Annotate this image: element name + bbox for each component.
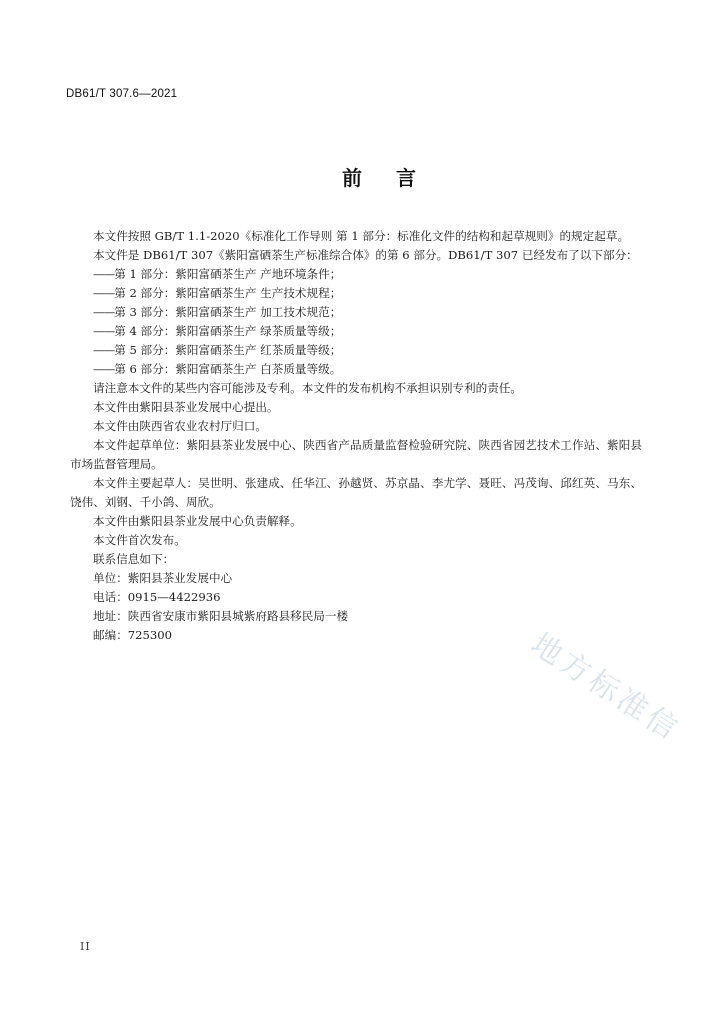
contact-phone: 电话：0915—4422936 bbox=[93, 590, 221, 604]
dash-marker: —— bbox=[93, 305, 115, 319]
list-item bbox=[70, 360, 642, 379]
paragraph-drafting-rules: 本文件按照 GB/T 1.1-2020《标准化工作导则 第 1 部分：标准化文件的结构和起草规则》的规定起草。 bbox=[93, 229, 630, 243]
dash-marker: —— bbox=[93, 267, 115, 281]
list-item bbox=[70, 341, 642, 360]
list-item-text: 第 3 部分：紫阳富硒茶生产 加工技术规范； bbox=[114, 305, 342, 319]
page-number: II bbox=[80, 940, 91, 953]
list-item-text: 第 4 部分：紫阳富硒茶生产 绿茶质量等级； bbox=[114, 324, 342, 338]
paragraph-interpretation: 本文件由紫阳县茶业发展中心负责解释。 bbox=[93, 514, 302, 528]
dash-marker: —— bbox=[93, 362, 115, 376]
contact-unit: 单位：紫阳县茶业发展中心 bbox=[93, 571, 233, 585]
paragraph-first-release: 本文件首次发布。 bbox=[93, 533, 186, 547]
document-code: DB61/T 307.6—2021 bbox=[66, 88, 178, 100]
watermark: 地方标准信 bbox=[524, 626, 687, 749]
list-item bbox=[70, 303, 642, 322]
list-item bbox=[70, 265, 642, 284]
list-item bbox=[70, 322, 642, 341]
dash-marker: —— bbox=[93, 286, 115, 300]
paragraph-drafting-units: 本文件起草单位：紫阳县茶业发展中心、陕西省产品质量监督检验研究院、陕西省园艺技术工作站、紫阳县市场监督管理局。 bbox=[70, 438, 642, 471]
contact-address: 地址：陕西省安康市紫阳县城紫府路县移民局一楼 bbox=[93, 609, 349, 623]
dash-marker: —— bbox=[93, 324, 115, 338]
paragraph-administrator: 本文件由陕西省农业农村厅归口。 bbox=[93, 419, 267, 433]
paragraph-patent-notice: 请注意本文件的某些内容可能涉及专利。本文件的发布机构不承担识别专利的责任。 bbox=[93, 381, 522, 395]
list-item-text: 第 5 部分：紫阳富硒茶生产 红茶质量等级； bbox=[114, 343, 342, 357]
page-title: 前言 bbox=[342, 166, 450, 190]
paragraph-series-intro: 本文件是 DB61/T 307《紫阳富硒茶生产标准综合体》的第 6 部分。DB61/T 307 已经发布了以下部分： bbox=[93, 248, 638, 262]
list-item bbox=[70, 284, 642, 303]
foreword-body bbox=[70, 227, 642, 645]
list-item-text: 第 6 部分：紫阳富硒茶生产 白茶质量等级。 bbox=[114, 362, 342, 376]
dash-marker: —— bbox=[93, 343, 115, 357]
list-item-text: 第 2 部分：紫阳富硒茶生产 生产技术规程； bbox=[114, 286, 342, 300]
paragraph-contact-heading: 联系信息如下： bbox=[93, 552, 175, 566]
paragraph-proposer: 本文件由紫阳县茶业发展中心提出。 bbox=[93, 400, 279, 414]
paragraph-drafters: 本文件主要起草人：吴世明、张建成、任华江、孙越贤、苏京晶、李尤学、聂旺、冯茂询、邱红英、马东、饶伟、刘钢、千小鸽、周欣。 bbox=[70, 476, 642, 509]
list-item-text: 第 1 部分：紫阳富硒茶生产 产地环境条件； bbox=[114, 267, 342, 281]
contact-postcode: 邮编：725300 bbox=[93, 628, 173, 642]
